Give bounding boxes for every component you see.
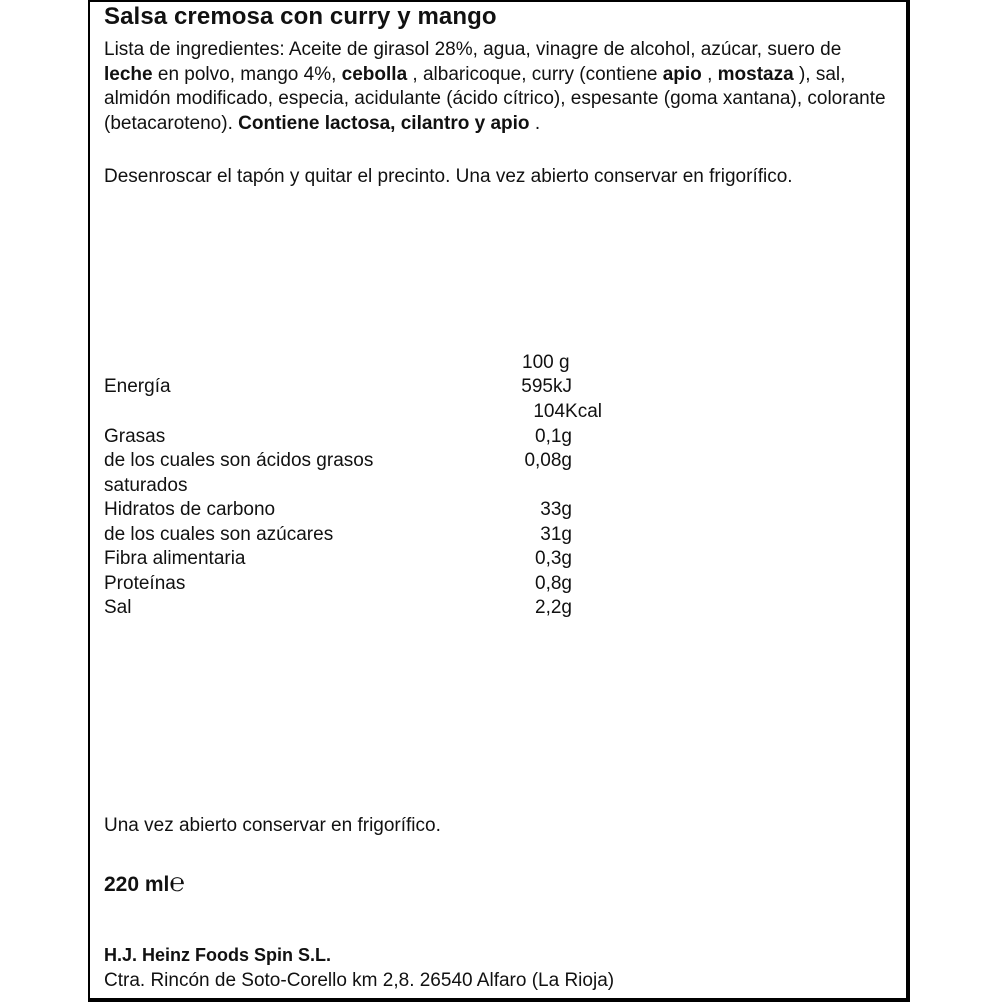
nutrient-label: Sal: [104, 597, 132, 618]
estimated-sign-icon: ℮: [169, 868, 185, 897]
nutrient-value: 2,2g: [535, 597, 572, 618]
nutrient-label: de los cuales son azúcares: [104, 524, 334, 545]
ingredient-text: .: [529, 112, 541, 134]
net-volume: [104, 868, 185, 898]
nutrient-value: 0,1g: [535, 426, 572, 447]
manufacturer-name: H.J. Heinz Foods Spin S.L.: [104, 945, 332, 965]
ingredient-text: ,: [701, 63, 718, 85]
nutrient-value: 595kJ: [521, 376, 572, 397]
ingredient-text: ), sal, almidón modificado, especia, acidulante (ácido cítrico), espesante (goma xantana), colorante (betacaroteno).: [104, 63, 886, 134]
nutrient-value: 0,08g: [524, 450, 572, 471]
nutrient-label: Energía: [104, 376, 171, 397]
manufacturer-address: Ctra. Rincón de Soto-Corello km 2,8. 26540 Alfaro (La Rioja): [104, 970, 615, 991]
opening-instructions: Desenroscar el tapón y quitar el precinto. Una vez abierto conservar en frigorífico.: [104, 166, 793, 187]
product-title: Salsa cremosa con curry y mango: [104, 3, 497, 30]
nutrient-label: de los cuales son ácidos grasos: [104, 450, 374, 471]
nutrient-value: 0,3g: [535, 548, 572, 569]
nutrient-label: Fibra alimentaria: [104, 548, 246, 569]
nutrient-value: 31g: [540, 524, 572, 545]
nutrient-label: saturados: [104, 475, 188, 496]
ingredient-text: , albaricoque, curry (contiene: [407, 63, 663, 85]
nutrient-value: 33g: [540, 499, 572, 520]
allergen-highlight: cebolla: [341, 63, 408, 85]
nutrient-label: Grasas: [104, 426, 166, 447]
nutrient-value: 104Kcal: [533, 401, 602, 422]
allergen-highlight: mostaza: [717, 63, 794, 85]
allergen-highlight: apio: [662, 63, 702, 85]
nutrient-label: Hidratos de carbono: [104, 499, 276, 520]
ingredients-list: [104, 38, 894, 136]
volume-amount: 220 ml: [104, 873, 170, 896]
nutrient-value: 0,8g: [535, 573, 572, 594]
nutrition-header-per-100g: 100 g: [522, 352, 570, 373]
ingredient-text: Lista de ingredientes: Aceite de girasol 28%, agua, vinagre de alcohol, azúcar, suero de: [104, 39, 842, 60]
ingredient-text: en polvo, mango 4%,: [152, 63, 342, 85]
allergen-highlight: leche: [104, 63, 153, 85]
storage-note: Una vez abierto conservar en frigorífico.: [104, 815, 441, 836]
nutrient-label: Proteínas: [104, 573, 186, 594]
allergen-highlight: Contiene lactosa, cilantro y apio: [238, 112, 530, 134]
